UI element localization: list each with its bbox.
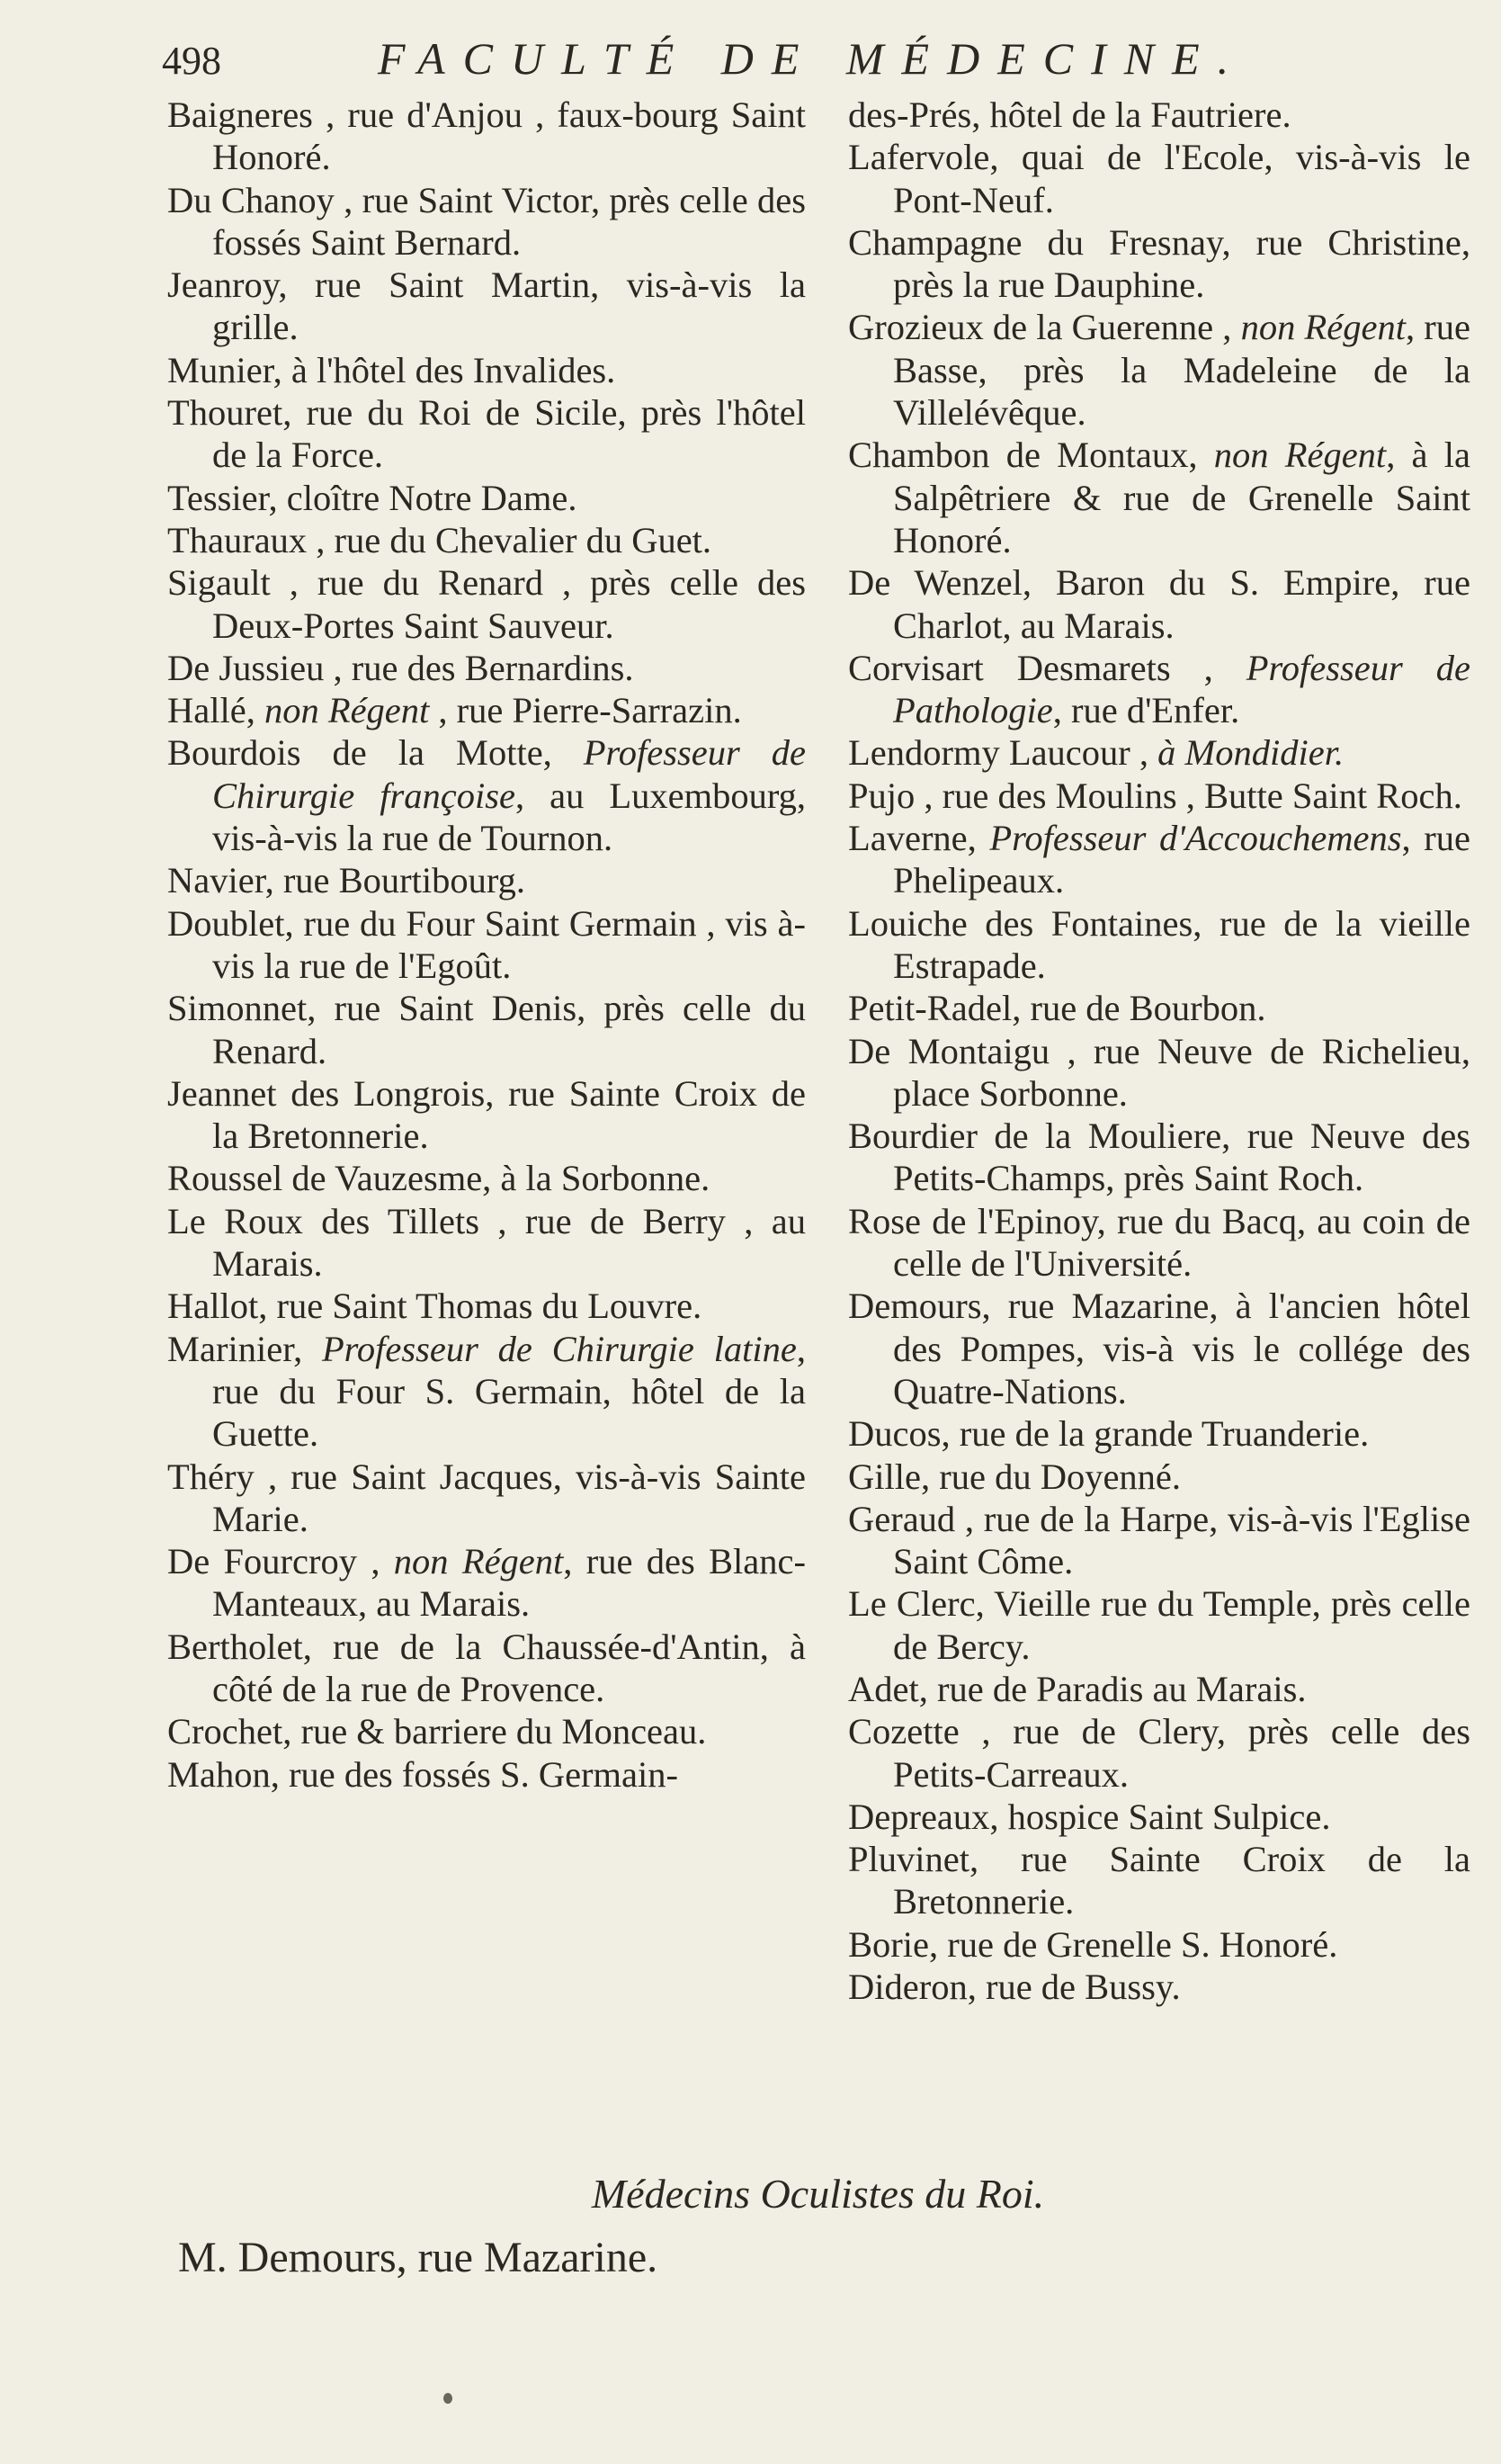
ink-speck [443, 2393, 452, 2404]
entry-text: Baigneres , rue d'Anjou , faux-bourg Saint Honoré. [167, 94, 806, 178]
entry-text: Dideron, rue de Bussy. [848, 1967, 1181, 2008]
directory-entry [848, 1285, 1470, 1412]
entry-text: Borie, rue de Grenelle S. Honoré. [848, 1923, 1338, 1965]
entry-text: Crochet, rue & barriere du Monceau. [167, 1711, 707, 1752]
directory-entry [167, 1710, 806, 1752]
left-column [167, 94, 806, 1796]
directory-entry [167, 264, 806, 349]
directory-entry [848, 221, 1470, 307]
entry-text-after: , rue du Four S. Germain, hôtel de la Guette. [212, 1328, 806, 1455]
entry-text: Simonnet, rue Saint Denis, près celle du Renard. [167, 988, 806, 1071]
directory-entry [848, 647, 1470, 732]
directory-entry [167, 1157, 806, 1199]
directory-entry [167, 1328, 806, 1456]
directory-entry [848, 775, 1470, 817]
entry-text: Le Clerc, Vieille rue du Temple, près celle de Bercy. [848, 1583, 1470, 1667]
directory-entry [167, 179, 806, 264]
right-column [848, 94, 1470, 2008]
entry-text: Roussel de Vauzesme, à la Sorbonne. [167, 1158, 710, 1199]
entry-text: Lafervole, quai de l'Ecole, vis-à-vis le Pont-Neuf. [848, 137, 1470, 220]
entry-text: Bertholet, rue de la Chaussée-d'Antin, à côté de la rue de Provence. [167, 1626, 806, 1709]
entry-text: Louiche des Fontaines, rue de la vieille Estrapade. [848, 902, 1470, 986]
entry-text: Bourdois de la Motte, [167, 732, 584, 774]
entry-text: Doublet, rue du Four Saint Germain , vis à-vis la rue de l'Egoût. [167, 902, 806, 986]
directory-entry [848, 1456, 1470, 1498]
directory-entry [848, 1030, 1470, 1116]
directory-entry [167, 519, 806, 561]
entry-text: Marinier, [167, 1328, 322, 1369]
entry-text: Jeannet des Longrois, rue Sainte Croix de la Bretonnerie. [167, 1072, 806, 1157]
directory-entry [167, 94, 806, 179]
entry-text: Thouret, rue du Roi de Sicile, près l'hôtel de la Force. [167, 392, 806, 476]
entry-note: Professeur de Chirurgie françoise [212, 732, 806, 816]
directory-entry [167, 902, 806, 988]
directory-entry [848, 1966, 1470, 2008]
directory-entry [848, 902, 1470, 988]
entry-text: Cozette , rue de Clery, près celle des Petits-Carreaux. [848, 1711, 1470, 1795]
entry-text: Rose de l'Epinoy, rue du Bacq, au coin de celle de l'Université. [848, 1200, 1470, 1285]
entry-text: Du Chanoy , rue Saint Victor, près celle des fossés Saint Bernard. [167, 179, 806, 263]
entry-text-after: , rue des Blanc-Manteaux, au Marais. [212, 1541, 806, 1625]
entry-text: Hallé, [167, 690, 264, 731]
directory-entry [848, 1668, 1470, 1710]
entry-text: Le Roux des Tillets , rue de Berry , au Marais. [167, 1200, 806, 1285]
directory-entry [848, 1838, 1470, 1923]
directory-entry [167, 1200, 806, 1286]
entry-text: Champagne du Fresnay, rue Christine, près la rue Dauphine. [848, 221, 1470, 306]
entry-note: Professeur de Pathologie [893, 647, 1470, 731]
entry-text: Depreaux, hospice Saint Sulpice. [848, 1796, 1331, 1837]
directory-entry [848, 1710, 1470, 1796]
entry-text: Jeanroy, rue Saint Martin, vis-à-vis la grille. [167, 264, 806, 348]
entry-text: Petit-Radel, rue de Bourbon. [848, 988, 1266, 1029]
entry-note: non Régent [1213, 435, 1387, 476]
entry-text: Munier, à l'hôtel des Invalides. [167, 349, 616, 390]
entry-text-after: , au Luxembourg, vis-à-vis la rue de Tournon. [212, 775, 806, 859]
directory-entry [167, 987, 806, 1072]
directory-entry [167, 561, 806, 647]
entry-text: Sigault , rue du Renard , près celle des Deux-Portes Saint Sauveur. [167, 562, 806, 646]
entry-text: Pujo , rue des Moulins , Butte Saint Roch. [848, 775, 1462, 816]
entry-text: Grozieux de la Guerenne , [848, 307, 1241, 348]
directory-entry [848, 1412, 1470, 1455]
entry-text: Navier, rue Bourtibourg. [167, 860, 526, 901]
directory-entry [848, 731, 1470, 774]
directory-entry [167, 1072, 806, 1158]
entry-text-after: , rue Phelipeaux. [893, 818, 1470, 901]
directory-entry [848, 1796, 1470, 1838]
directory-entry [848, 817, 1470, 902]
entry-text: Mahon, rue des fossés S. Germain- [167, 1753, 679, 1795]
entry-text: Ducos, rue de la grande Truanderie. [848, 1413, 1370, 1455]
entry-text: Demours, rue Mazarine, à l'ancien hôtel des Pompes, vis-à vis le collége des Quatre-Nations. [848, 1286, 1470, 1411]
entry-text: Tessier, cloître Notre Dame. [167, 477, 577, 518]
directory-entry [848, 94, 1470, 136]
entry-text: Lendormy Laucour , [848, 732, 1158, 774]
entry-text-after: , rue d'Enfer. [1052, 690, 1240, 731]
entry-note: non Régent [1240, 307, 1406, 348]
entry-text: De Fourcroy , [167, 1541, 394, 1582]
entry-text: Thauraux , rue du Chevalier du Guet. [167, 519, 712, 560]
entry-text: De Montaigu , rue Neuve de Richelieu, place Sorbonne. [848, 1030, 1470, 1114]
entry-note: à Mondidier. [1157, 732, 1345, 774]
directory-entry [167, 647, 806, 689]
directory-entry [167, 1285, 806, 1327]
entry-text-after: , rue Basse, près la Madeleine de la Villelévêque. [893, 307, 1470, 434]
directory-entry [848, 1498, 1470, 1583]
entry-note: non Régent [393, 1541, 564, 1582]
directory-entry [848, 434, 1470, 561]
directory-entry [167, 1753, 806, 1796]
entry-text: des-Prés, hôtel de la Fautriere. [848, 94, 1291, 135]
directory-entry [167, 477, 806, 519]
page-header [162, 32, 1438, 90]
closing-entry: M. Demours, rue Mazarine. [178, 2234, 658, 2281]
entry-text: De Wenzel, Baron du S. Empire, rue Charlot, au Marais. [848, 562, 1470, 646]
entry-note: Professeur de Chirurgie latine [321, 1328, 797, 1369]
directory-entry [167, 349, 806, 391]
entry-text: Bourdier de la Mouliere, rue Neuve des Petits-Champs, près Saint Roch. [848, 1116, 1470, 1199]
entry-text: Hallot, rue Saint Thomas du Louvre. [167, 1286, 702, 1327]
directory-entry [167, 1626, 806, 1711]
entry-text: Laverne, [848, 818, 990, 859]
directory-entry [167, 1456, 806, 1541]
directory-entry [848, 1582, 1470, 1668]
directory-entry [167, 391, 806, 477]
entry-text-after: , à la Salpêtriere & rue de Grenelle Saint Honoré. [893, 435, 1470, 560]
entry-note: Professeur d'Accouchemens [989, 818, 1402, 859]
entry-text: Chambon de Montaux, [848, 435, 1214, 476]
directory-entry [848, 987, 1470, 1029]
running-title: FACULTÉ DE MÉDECINE. [378, 33, 1247, 84]
entry-text: Corvisart Desmarets , [848, 647, 1246, 688]
directory-entry [167, 859, 806, 901]
page-number: 498 [162, 39, 221, 83]
entry-text: Adet, rue de Paradis au Marais. [848, 1668, 1307, 1709]
entry-text: Gille, rue du Doyenné. [848, 1456, 1182, 1497]
directory-entry [848, 1923, 1470, 1966]
directory-entry [848, 306, 1470, 434]
directory-entry [848, 136, 1470, 221]
entry-text: De Jussieu , rue des Bernardins. [167, 647, 634, 688]
directory-entry [848, 561, 1470, 647]
entry-text-after: , rue Pierre-Sarrazin. [429, 690, 742, 731]
entry-note: non Régent [264, 690, 430, 731]
section-title: Médecins Oculistes du Roi. [591, 2171, 1045, 2217]
directory-entry [848, 1115, 1470, 1200]
directory-entry [167, 689, 806, 731]
entry-text: Geraud , rue de la Harpe, vis-à-vis l'Eglise Saint Côme. [848, 1498, 1470, 1582]
directory-entry [167, 1540, 806, 1626]
entry-text: Pluvinet, rue Sainte Croix de la Bretonnerie. [848, 1839, 1470, 1922]
directory-entry [167, 731, 806, 859]
entry-text: Théry , rue Saint Jacques, vis-à-vis Sainte Marie. [167, 1456, 806, 1539]
directory-entry [848, 1200, 1470, 1286]
